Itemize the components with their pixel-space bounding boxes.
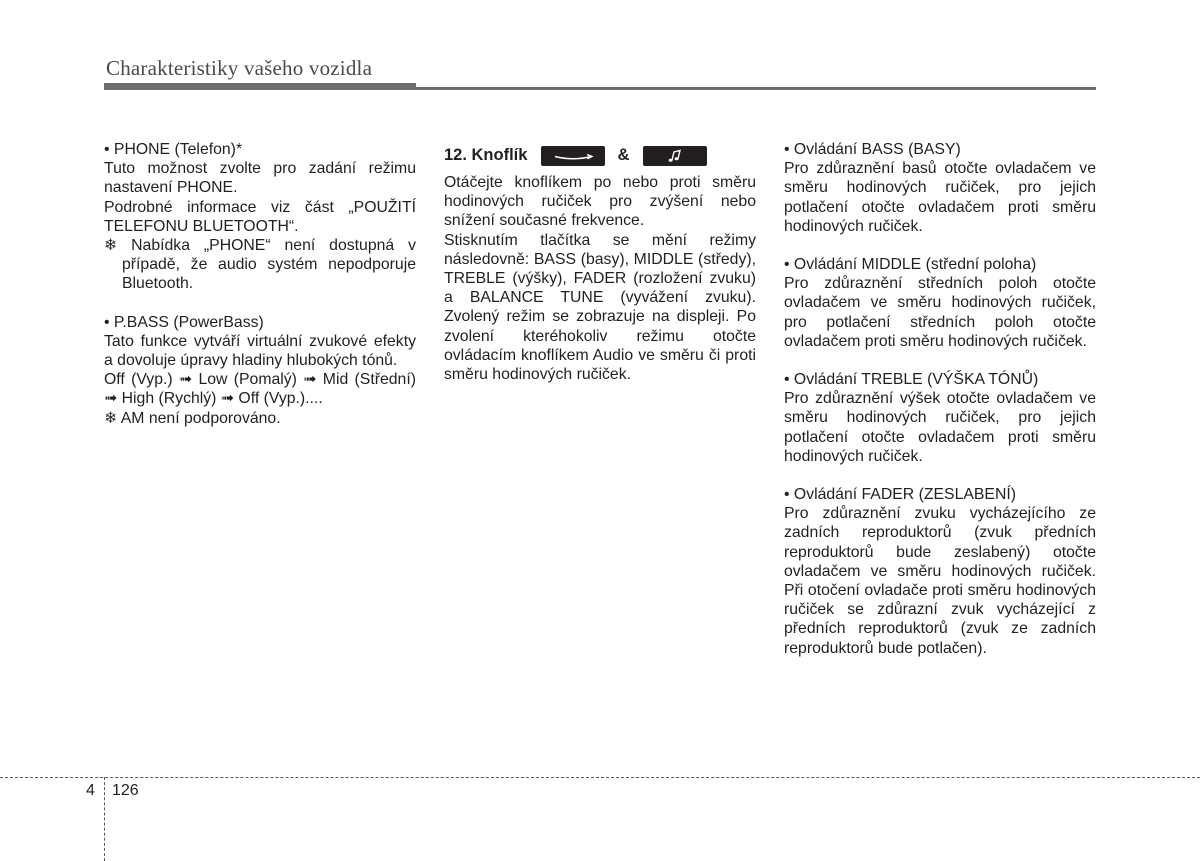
column-tone-controls: [784, 140, 1096, 658]
knob-turn-description: Otáčejte knoflíkem po nebo proti směru hodinových ručiček pro zvýšení nebo snížení současné frekvence.: [444, 174, 756, 230]
seek-curve-icon: [541, 146, 605, 166]
pbass-heading: • P.BASS (PowerBass): [104, 313, 264, 331]
music-note-icon: [643, 146, 707, 166]
knob-press-description: Stisknutím tlačítka se mění režimy následovně: BASS (basy), MIDDLE (středy), TREBLE (výšky), FADER (rozložení zvuku) a BALANCE TUNE (vyvážení zvuku). Zvolený režim se zobrazuje na displeji. Po zvolení kteréhokoliv režimu otočte ovládacím knoflíkem Audio ve směru či proti směru hodinových ručiček.: [444, 231, 756, 384]
pbass-note: ❄ AM není podporováno.: [104, 409, 281, 427]
phone-description: Tuto možnost zvolte pro zadání režimu nastavení PHONE.: [104, 160, 416, 197]
chapter-number: 4: [86, 782, 95, 799]
pbass-description: Tato funkce vytváří virtuální zvukové efekty a dovoluje úpravy hladiny hlubokých tónů.: [104, 332, 416, 370]
middle-heading: • Ovládání MIDDLE (střední poloha): [784, 256, 1037, 274]
page-title: Charakteristiky vašeho vozidla: [106, 56, 373, 80]
fader-heading: • Ovládání FADER (ZESLABENÍ): [784, 486, 1017, 504]
knob-heading-label: 12. Knoflík: [444, 146, 528, 165]
middle-description: Pro zdůraznění středních poloh otočte ovladačem ve směru hodinových ručiček, pro potlačení středních poloh otočte ovladačem proti směru hodinových ručiček.: [784, 275, 1096, 350]
column-knob: [444, 140, 756, 384]
phone-note: ❄ Nabídka „PHONE“ není dostupná v případě, že audio systém nepodporuje Bluetooth.: [104, 237, 416, 293]
knob-heading: [444, 143, 756, 169]
fader-description: Pro zdůraznění zvuku vycházejícího ze zadních reproduktorů (zvuk předních reproduktorů bude zeslabený) otočte ovladačem ve směru hodinových ručiček. Při otočení ovladače proti směru hodinových ručiček se zdůrazní zvuk vycházející z předních reproduktorů (zvuk ze zadních reproduktorů bude potlačen).: [784, 505, 1096, 657]
knob-heading-ampersand: &: [617, 146, 630, 165]
bass-description: Pro zdůraznění basů otočte ovladačem ve směru hodinových ručiček, pro jejich potlačení otočte ovladačem proti směru hodinových ručiček.: [784, 160, 1096, 235]
treble-heading: • Ovládání TREBLE (VÝŠKA TÓNŮ): [784, 371, 1039, 389]
seek-key: [541, 146, 605, 166]
footer-rule: [0, 777, 1200, 778]
audio-key: [643, 146, 707, 166]
page-number: 126: [112, 782, 139, 799]
pbass-sequence: Off (Vyp.) ➟ Low (Pomalý) ➟ Mid (Střední) ➟ High (Rychlý) ➟ Off (Vyp.)....: [104, 371, 416, 408]
treble-description: Pro zdůraznění výšek otočte ovladačem ve směru hodinových ručiček, pro jejich potlačení otočte ovladačem proti směru hodinových ručiček.: [784, 390, 1096, 465]
footer-vertical-rule: [104, 777, 105, 861]
phone-heading: • PHONE (Telefon)*: [104, 141, 243, 158]
phone-reference: Podrobné informace viz část „POUŽITÍ TELEFONU BLUETOOTH“.: [104, 198, 416, 235]
header-rule-thick: [104, 83, 416, 90]
column-phone-pbass: [104, 140, 416, 428]
header-rule-thin: [416, 87, 1096, 90]
bass-heading: • Ovládání BASS (BASY): [784, 141, 961, 158]
